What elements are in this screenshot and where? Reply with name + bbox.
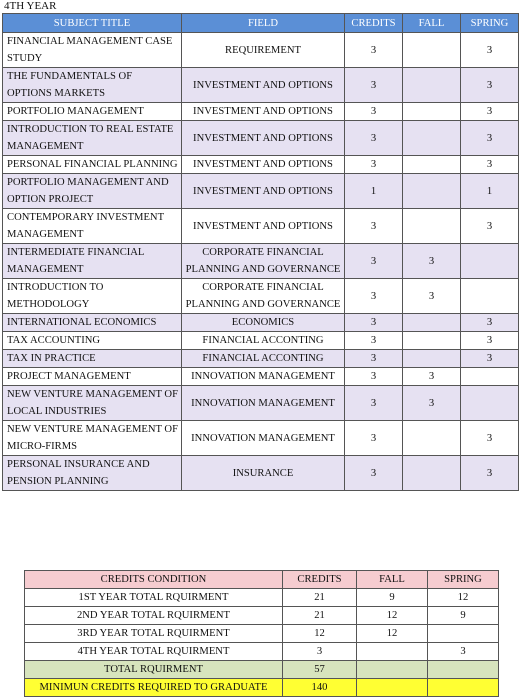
- course-field: INVESTMENT AND OPTIONS: [182, 209, 345, 244]
- course-table: [2, 13, 519, 491]
- course-spring: [461, 368, 519, 386]
- total-spring: [428, 661, 499, 679]
- course-field: FINANCIAL ACCONTING: [182, 350, 345, 368]
- requirement-condition: 1ST YEAR TOTAL RQUIRMENT: [25, 589, 283, 607]
- course-spring: 3: [461, 68, 519, 103]
- course-spring: 3: [461, 350, 519, 368]
- course-field: ECONOMICS: [182, 314, 345, 332]
- course-fall: [403, 103, 461, 121]
- course-credits: 3: [345, 121, 403, 156]
- course-subject-title: PORTFOLIO MANAGEMENT AND OPTION PROJECT: [3, 174, 182, 209]
- header-credits: CREDITS: [345, 14, 403, 33]
- course-fall: 3: [403, 279, 461, 314]
- requirement-credits: 21: [283, 589, 357, 607]
- course-row: [3, 421, 519, 456]
- course-field: INVESTMENT AND OPTIONS: [182, 121, 345, 156]
- course-subject-title: TAX ACCOUNTING: [3, 332, 182, 350]
- year-requirement-row: [25, 625, 499, 643]
- course-field: INNOVATION MANAGEMENT: [182, 386, 345, 421]
- header-field: FIELD: [182, 14, 345, 33]
- course-row: [3, 279, 519, 314]
- requirement-condition: 3RD YEAR TOTAL RQUIRMENT: [25, 625, 283, 643]
- course-field: INNOVATION MANAGEMENT: [182, 421, 345, 456]
- course-spring: 3: [461, 33, 519, 68]
- minimum-spring: [428, 679, 499, 697]
- course-subject-title: PERSONAL FINANCIAL PLANNING: [3, 156, 182, 174]
- course-row: [3, 174, 519, 209]
- course-fall: [403, 121, 461, 156]
- course-subject-title: PERSONAL INSURANCE AND PENSION PLANNING: [3, 456, 182, 491]
- course-spring: 3: [461, 209, 519, 244]
- year-label: 4TH YEAR: [4, 0, 57, 12]
- course-fall: [403, 209, 461, 244]
- course-row: [3, 68, 519, 103]
- course-fall: [403, 350, 461, 368]
- year-requirement-row: [25, 589, 499, 607]
- credits-table-header-row: [25, 571, 499, 589]
- course-fall: [403, 156, 461, 174]
- course-spring: [461, 386, 519, 421]
- course-credits: 3: [345, 103, 403, 121]
- course-spring: [461, 244, 519, 279]
- course-credits: 3: [345, 68, 403, 103]
- requirement-fall: 12: [357, 625, 428, 643]
- requirement-fall: [357, 643, 428, 661]
- requirement-credits: 21: [283, 607, 357, 625]
- course-field: INVESTMENT AND OPTIONS: [182, 68, 345, 103]
- course-subject-title: INTRODUCTION TO REAL ESTATE MANAGEMENT: [3, 121, 182, 156]
- course-subject-title: INTRODUCTION TO METHODOLOGY: [3, 279, 182, 314]
- course-credits: 3: [345, 421, 403, 456]
- requirement-condition: 4TH YEAR TOTAL RQUIRMENT: [25, 643, 283, 661]
- course-row: [3, 332, 519, 350]
- course-table-header-row: [3, 14, 519, 33]
- course-row: [3, 33, 519, 68]
- year-requirement-row: [25, 607, 499, 625]
- course-field: INNOVATION MANAGEMENT: [182, 368, 345, 386]
- course-credits: 1: [345, 174, 403, 209]
- course-subject-title: NEW VENTURE MANAGEMENT OF LOCAL INDUSTRIES: [3, 386, 182, 421]
- requirement-spring: 12: [428, 589, 499, 607]
- course-fall: 3: [403, 368, 461, 386]
- course-subject-title: INTERNATIONAL ECONOMICS: [3, 314, 182, 332]
- course-fall: [403, 314, 461, 332]
- course-credits: 3: [345, 368, 403, 386]
- course-subject-title: TAX IN PRACTICE: [3, 350, 182, 368]
- header-spring: SPRING: [428, 571, 499, 589]
- course-subject-title: NEW VENTURE MANAGEMENT OF MICRO-FIRMS: [3, 421, 182, 456]
- course-credits: 3: [345, 386, 403, 421]
- total-requirement-row: [25, 661, 499, 679]
- course-spring: 3: [461, 421, 519, 456]
- course-field: FINANCIAL ACCONTING: [182, 332, 345, 350]
- course-subject-title: INTERMEDIATE FINANCIAL MANAGEMENT: [3, 244, 182, 279]
- course-spring: 3: [461, 103, 519, 121]
- course-spring: 3: [461, 332, 519, 350]
- course-row: [3, 156, 519, 174]
- course-row: [3, 314, 519, 332]
- course-field: REQUIREMENT: [182, 33, 345, 68]
- course-field: INVESTMENT AND OPTIONS: [182, 174, 345, 209]
- course-subject-title: THE FUNDAMENTALS OF OPTIONS MARKETS: [3, 68, 182, 103]
- requirement-credits: 3: [283, 643, 357, 661]
- course-fall: [403, 332, 461, 350]
- requirement-spring: [428, 625, 499, 643]
- header-subject-title: SUBJECT TITLE: [3, 14, 182, 33]
- course-credits: 3: [345, 350, 403, 368]
- minimum-fall: [357, 679, 428, 697]
- course-field: CORPORATE FINANCIAL PLANNING AND GOVERNANCE: [182, 244, 345, 279]
- header-credits: CREDITS: [283, 571, 357, 589]
- course-spring: 3: [461, 156, 519, 174]
- course-credits: 3: [345, 33, 403, 68]
- total-credits: 57: [283, 661, 357, 679]
- course-spring: 3: [461, 456, 519, 491]
- course-credits: 3: [345, 314, 403, 332]
- requirement-spring: 9: [428, 607, 499, 625]
- course-row: [3, 121, 519, 156]
- course-spring: 3: [461, 314, 519, 332]
- course-subject-title: FINANCIAL MANAGEMENT CASE STUDY: [3, 33, 182, 68]
- course-fall: [403, 68, 461, 103]
- course-credits: 3: [345, 456, 403, 491]
- course-spring: 1: [461, 174, 519, 209]
- course-subject-title: CONTEMPORARY INVESTMENT MANAGEMENT: [3, 209, 182, 244]
- requirement-fall: 9: [357, 589, 428, 607]
- course-fall: [403, 33, 461, 68]
- course-row: [3, 368, 519, 386]
- course-row: [3, 350, 519, 368]
- course-field: INVESTMENT AND OPTIONS: [182, 103, 345, 121]
- minimum-credits: 140: [283, 679, 357, 697]
- course-row: [3, 103, 519, 121]
- header-fall: FALL: [357, 571, 428, 589]
- header-credits-condition: CREDITS CONDITION: [25, 571, 283, 589]
- course-subject-title: PORTFOLIO MANAGEMENT: [3, 103, 182, 121]
- course-credits: 3: [345, 156, 403, 174]
- course-fall: 3: [403, 244, 461, 279]
- course-fall: [403, 456, 461, 491]
- course-row: [3, 209, 519, 244]
- total-condition: TOTAL RQUIRMENT: [25, 661, 283, 679]
- course-credits: 3: [345, 209, 403, 244]
- minimum-condition: MINIMUN CREDITS REQUIRED TO GRADUATE: [25, 679, 283, 697]
- requirement-spring: 3: [428, 643, 499, 661]
- minimum-credits-row: [25, 679, 499, 697]
- course-fall: [403, 421, 461, 456]
- course-credits: 3: [345, 279, 403, 314]
- course-row: [3, 456, 519, 491]
- credits-condition-table: [24, 570, 499, 697]
- header-spring: SPRING: [461, 14, 519, 33]
- course-fall: 3: [403, 386, 461, 421]
- course-credits: 3: [345, 332, 403, 350]
- requirement-condition: 2ND YEAR TOTAL RQUIRMENT: [25, 607, 283, 625]
- total-fall: [357, 661, 428, 679]
- course-spring: [461, 279, 519, 314]
- course-field: INSURANCE: [182, 456, 345, 491]
- course-fall: [403, 174, 461, 209]
- course-spring: 3: [461, 121, 519, 156]
- header-fall: FALL: [403, 14, 461, 33]
- requirement-credits: 12: [283, 625, 357, 643]
- course-credits: 3: [345, 244, 403, 279]
- course-field: INVESTMENT AND OPTIONS: [182, 156, 345, 174]
- year-requirement-row: [25, 643, 499, 661]
- requirement-fall: 12: [357, 607, 428, 625]
- course-row: [3, 244, 519, 279]
- course-row: [3, 386, 519, 421]
- course-subject-title: PROJECT MANAGEMENT: [3, 368, 182, 386]
- course-field: CORPORATE FINANCIAL PLANNING AND GOVERNANCE: [182, 279, 345, 314]
